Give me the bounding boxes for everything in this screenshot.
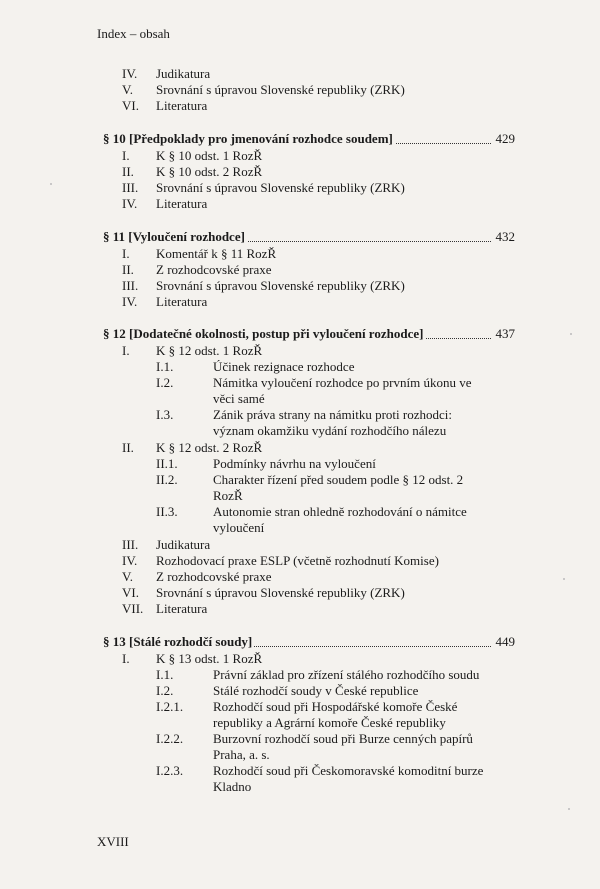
entry-text: Účinek rezignace rozhodce [213,359,355,374]
section-heading [103,131,515,147]
entry-number: V. [122,82,133,97]
entry-text: Právní základ pro zřízení stálého rozhodčího soudu [213,667,480,682]
entry-number: I.2. [156,683,174,698]
entry-text: Literatura [156,98,208,113]
scan-speck [568,808,570,810]
scan-speck [570,333,572,335]
section-page-number: 437 [495,326,515,341]
entry-text: Literatura [156,196,208,211]
entry-number: VI. [122,98,139,113]
entry-text: věci samé [213,391,265,406]
entry-text: Rozhodovací praxe ESLP (včetně rozhodnutí Komise) [156,553,439,568]
entry-number: I.1. [156,667,174,682]
entry-text: Srovnání s úpravou Slovenské republiky (ZRK) [156,82,405,97]
entry-text: Charakter řízení před soudem podle § 12 odst. 2 [213,472,464,487]
entry-number: I. [122,343,130,358]
entry-number: V. [122,569,133,584]
running-header: Index – obsah [97,26,170,41]
entry-text: vyloučení [213,520,265,535]
entry-number: II.1. [156,456,178,471]
entry-number: VI. [122,585,139,600]
entry-text: Literatura [156,601,208,616]
entry-text: Judikatura [156,537,211,552]
entry-text: Z rozhodcovské praxe [156,262,272,277]
entry-text: Podmínky návrhu na vyloučení [213,456,376,471]
entry-number: I. [122,148,130,163]
entry-text: Rozhodčí soud při Hospodářské komoře České [213,699,458,714]
entry-text: K § 13 odst. 1 RozŘ [156,651,263,666]
section-title: § 11 [Vyloučení rozhodce] [103,229,245,244]
section-heading [103,229,515,245]
entry-number: VII. [122,601,144,616]
entry-number: II. [122,262,134,277]
entry-number: I.3. [156,407,174,422]
entry-text: K § 12 odst. 2 RozŘ [156,440,263,455]
entry-number: IV. [122,553,138,568]
entry-text: Z rozhodcovské praxe [156,569,272,584]
entry-number: I. [122,651,130,666]
entry-text: Rozhodčí soud při Českomoravské komoditní burze [213,763,484,778]
entry-number: IV. [122,294,138,309]
entry-number: III. [122,537,139,552]
entry-text: Námitka vyloučení rozhodce po prvním úkonu ve [213,375,472,390]
entry-number: II. [122,164,134,179]
section-heading [103,326,515,342]
scan-speck [563,578,565,580]
entry-text: Srovnání s úpravou Slovenské republiky (ZRK) [156,585,405,600]
entry-number: II.2. [156,472,178,487]
entry-number: III. [122,278,139,293]
entry-text: význam okamžiku vydání rozhodčího nálezu [213,423,447,438]
scan-speck [50,183,52,185]
section-page-number: 432 [495,229,515,244]
entry-number: IV. [122,196,138,211]
entry-number: I. [122,246,130,261]
entry-number: I.1. [156,359,174,374]
entry-number: I.2.2. [156,731,184,746]
entry-text: Autonomie stran ohledně rozhodování o námitce [213,504,467,519]
entry-text: Srovnání s úpravou Slovenské republiky (ZRK) [156,278,405,293]
entry-number: I.2.3. [156,763,184,778]
entry-text: Literatura [156,294,208,309]
entry-number: IV. [122,66,138,81]
entry-number: III. [122,180,139,195]
entry-text: Srovnání s úpravou Slovenské republiky (ZRK) [156,180,405,195]
entry-number: I.2. [156,375,174,390]
section-page-number: 429 [495,131,515,146]
entry-number: II. [122,440,134,455]
entry-text: republiky a Agrární komoře České republiky [213,715,446,730]
entry-text: Praha, a. s. [213,747,270,762]
entry-text: Judikatura [156,66,211,81]
entry-text: K § 12 odst. 1 RozŘ [156,343,263,358]
entry-text: Zánik práva strany na námitku proti rozhodci: [213,407,452,422]
section-title: § 10 [Předpoklady pro jmenování rozhodce soudem] [103,131,393,146]
entry-text: Kladno [213,779,252,794]
entry-text: Stálé rozhodčí soudy v České republice [213,683,419,698]
section-title: § 12 [Dodatečné okolnosti, postup při vyloučení rozhodce] [103,326,424,341]
entry-number: I.2.1. [156,699,184,714]
section-page-number: 449 [495,634,515,649]
page-number: XVIII [97,834,129,849]
section-title: § 13 [Stálé rozhodčí soudy] [103,634,253,649]
entry-number: II.3. [156,504,178,519]
entry-text: RozŘ [213,488,243,503]
entry-text: Komentář k § 11 RozŘ [156,246,277,261]
entry-text: K § 10 odst. 2 RozŘ [156,164,263,179]
section-heading [103,634,515,650]
entry-text: Burzovní rozhodčí soud při Burze cenných papírů [213,731,473,746]
entry-text: K § 10 odst. 1 RozŘ [156,148,263,163]
